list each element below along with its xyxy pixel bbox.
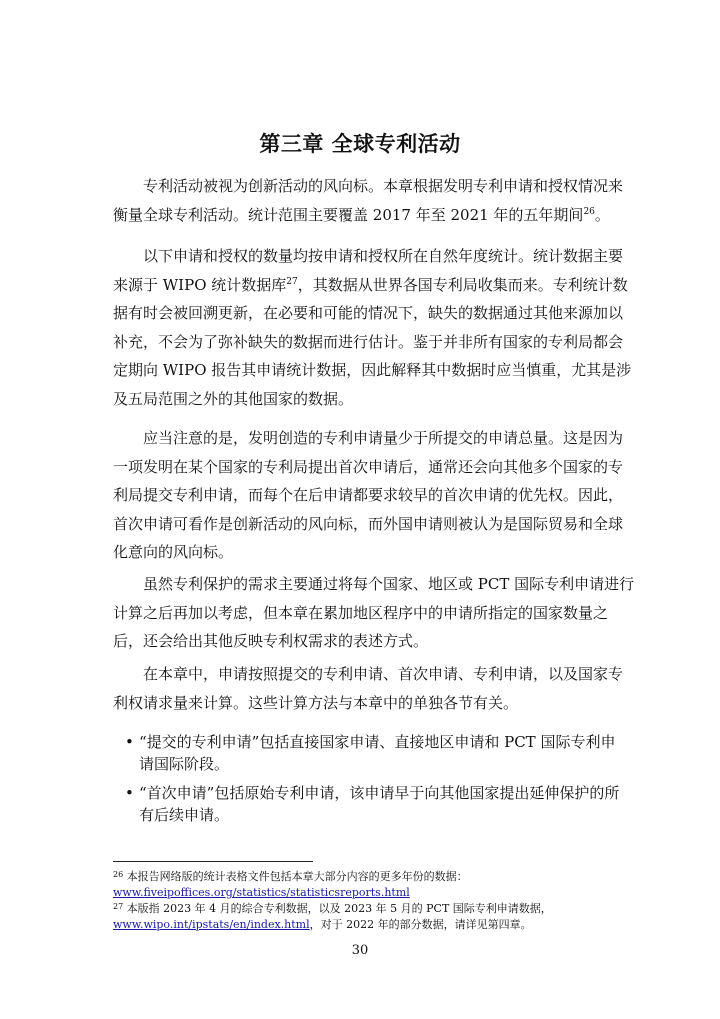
paragraph-line: 及五局范围之外的其他国家的数据。: [113, 389, 354, 408]
footnote-separator: [113, 861, 313, 862]
footnote-text-tail: ，对于 2022 年的部分数据，请详见第四章。: [309, 918, 532, 931]
paragraph-line: 利局提交专利申请，而每个在后申请都要求较早的首次申请的优先权。因此，: [113, 486, 624, 504]
paragraph-line: 以下申请和授权的数量均按申请和授权所在自然年度统计。统计数据主要: [143, 247, 624, 265]
footnote-link[interactable]: www.wipo.int/ipstats/en/index.html: [113, 918, 310, 931]
paragraph-line: 虽然专利保护的需求主要通过将每个国家、地区或 PCT 国际专利申请进行: [143, 575, 635, 593]
list-item: [113, 782, 627, 826]
bullet-marker: •: [125, 784, 134, 802]
list-item-text: “提交的专利申请”包括直接国家申请、直接地区申请和 PCT 国际专利申请国际阶段。: [139, 733, 616, 773]
paragraph-first-filings: [113, 424, 627, 567]
paragraph-line: 一项发明在某个国家的专利局提出首次申请后，通常还会向其他多个国家的专: [113, 457, 624, 476]
footnote-text: 本版指 2023 年 4 月的综合专利数据，以及 2023 年 5 月的 PCT 国际专利申请数据，: [126, 902, 552, 915]
footnote-text: 本报告网络版的统计表格文件包括本章大部分内容的更多年份的数据：: [126, 870, 468, 883]
footnote-link[interactable]: www.fiveipoffices.org/statistics/statisticsreports.html: [113, 886, 410, 899]
page-number: 30: [351, 943, 369, 958]
paragraph-line: 据有时会被回溯更新，在必要和可能的情况下，缺失的数据通过其他来源加以: [113, 304, 624, 322]
paragraph-line: 定期向 WIPO 报告其申请统计数据，因此解释其中数据时应当慎重，尤其是涉: [113, 361, 632, 379]
bullet-list: [113, 731, 627, 833]
list-item: [113, 731, 627, 775]
paragraph-line: 应当注意的是，发明创造的专利申请量少于所提交的申请总量。这是因为: [143, 429, 624, 447]
paragraph-line: 利权请求量来计算。这些计算方法与本章中的单独各节有关。: [113, 693, 519, 712]
paragraph-data-source: [113, 242, 632, 413]
paragraph-line: 首次申请可看作是创新活动的风向标，而外国申请则被认为是国际贸易和全球: [113, 514, 624, 533]
footnote-27: [113, 901, 627, 933]
bullet-marker: •: [125, 733, 134, 751]
paragraph-line: 计算之后再加以考虑，但本章在累加地区程序中的申请所指定的国家数量之: [113, 603, 609, 622]
paragraph-line: 补充，不会为了弥补缺失的数据而进行估计。鉴于并非所有国家的专利局都会: [113, 332, 624, 351]
footnotes: [113, 869, 627, 933]
paragraph-line: 后，还会给出其他反映专利权需求的表述方式。: [113, 632, 429, 650]
paragraph-intro: [113, 172, 627, 229]
footnote-ref-27[interactable]: 27: [286, 276, 298, 287]
paragraph-demand: [113, 570, 635, 656]
paragraph-method: [113, 660, 627, 717]
paragraph-line: 衡量全球专利活动。统计范围主要覆盖 2017 年至 2021 年的五年期间$^{26}$。: [113, 205, 610, 224]
footnote-ref-26[interactable]: 26: [583, 206, 595, 217]
paragraph-line: 来源于 WIPO 统计数据库$^{27}$，其数据从世界各国专利局收集而来。专利统计数: [113, 275, 628, 294]
footnote-26: [113, 869, 627, 901]
footnote-number: 26: [113, 870, 124, 879]
paragraph-line: 在本章中，申请按照提交的专利申请、首次申请、专利申请，以及国家专: [143, 665, 624, 683]
footnote-number: 27: [113, 902, 124, 911]
list-item-text: “首次申请”包括原始专利申请，该申请早于向其他国家提出延伸保护的所有后续申请。: [139, 784, 620, 824]
paragraph-line: 专利活动被视为创新活动的风向标。本章根据发明专利申请和授权情况来: [143, 177, 624, 195]
paragraph-line: 化意向的风向标。: [113, 543, 234, 561]
chapter-title: 第三章 全球专利活动: [259, 132, 461, 156]
